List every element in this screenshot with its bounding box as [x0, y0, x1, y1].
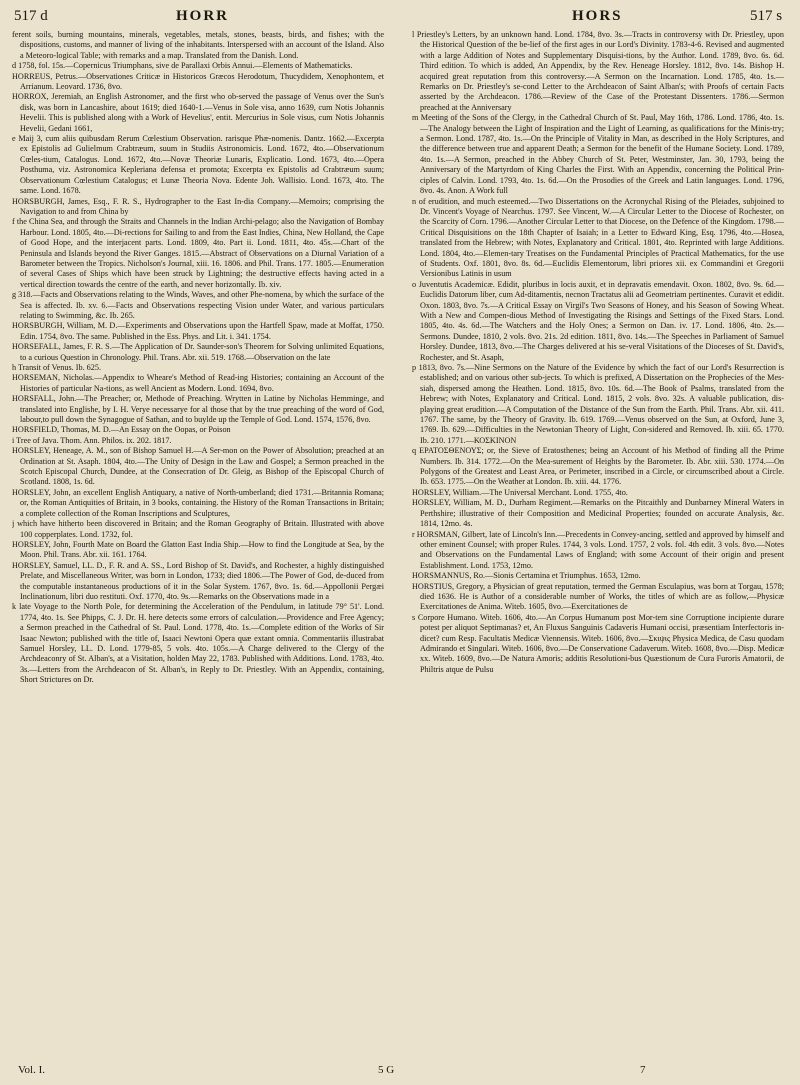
bibliography-entry: HORSFALL, John.—The Preacher; or, Methode of Preaching. Wrytten in Latine by Nicholas Hemminge, and translated into Englishe, by I. H. Verye necessarye for al those that by the true preaching of the word of God, labour,to pull down the Synagogue of Sathan, and to buylde up the Temple of God. Lond. 1574, 1576, 8vo. [12, 394, 384, 425]
bibliography-entry: HORSLEY, Heneage, A. M., son of Bishop Samuel H.—A Ser-mon on the Power of Absolution; preached at an Ordination at St. Asaph. 1804, 4to.—The Unity of Design in the Law and Gospel; a Sermon preached in the Scotch Episcopal Church, Dundee, at the Consecration of Dr. Gleig, as Bishop of the Episcopal Church of Scotland. 1808, 1s. 6d. [12, 446, 384, 487]
bibliography-entry: p 1813, 8vo. 7s.—Nine Sermons on the Nature of the Evidence by which the fact of our Lord's Resurrection is established; and on various other sub-jects. To which is prefixed, A Dissertation on the Prophecies of the Mes-siah, dispersed among the Heathen. Lond. 1815, 8vo. 10s. 6d.—The Book of Psalms, translated from the Hebrew; with Notes, Explanatory and Critical. Lond. 1815, 2 vols. 8vo. 32s. A valuable publication, dis-playing great erudition.—A Computation of the Distance of the Sun from the Earth. Phil. Trans. Abr. xii. 411. 1767. The same, by the Theory of Gravity. Ib. 619. 1769.—Venus observed on the Sun, at Oxford, June 3, 1769. Ib. 629.—Difficulties in the Newtonian Theory of Light, Con-sidered and Removed. Ib. xiii. 65. 1770. Ib. 210. 1771.—ΚΟΣΚΙΝΟΝ [412, 363, 784, 445]
bibliography-entry: d 1758, fol. 15s.—Copernicus Triumphans, sive de Parallaxi Orbis Annui.—Elements of Mathematicks. [12, 61, 353, 71]
volume-label: Vol. I. [18, 1064, 45, 1076]
bibliography-entry: j which have hitherto been discovered in Britain; and the Roman Geography of Britain. Illustrated with above 100 copperplates. Lond. 1732, fol. [12, 519, 384, 539]
bibliography-entry: f the China Sea, and through the Straits and Channels in the Indian Archi-pelago; also the Navigation of Bombay Harbour. Lond. 1805, 4to.—Di-rections for Sailing to and from the East Indies, China, New Holland, the Cape of Good Hope, and the interjacent parts. Lond. 1809, 4to. Part ii. Lond. 1811, 4to. 45s.—Chart of the Peninsula and Islands beyond the River Ganges. 1815.—Abstract of Observations on a Diurnal Variation of a Barometer between the Tropics. Nicholson's Journal, xiii. 16. 1806. and Phil. Trans. 177. 1805.—Enumeration of several Cases of Ships which have been struck by Lightning; the destructive effects having acted in a vertical direction towards the centre of the earth, and never horizontally. Ib. xiv. [12, 217, 384, 289]
bibliography-entry: HORSBURGH, William, M. D.—Experiments and Observations upon the Hartfell Spaw, made at Moffat, 1750. Edin. 1754, 8vo. The same. Published in the Ess. Phys. and Lit. i. 341. 1754. [12, 321, 384, 341]
bibliography-entry: HORSTIUS, Gregory, a Physician of great reputation, termed the German Esculapius, was born at Torgau, 1578; died 1636. He is Author of a considerable number of Works, the titles of which are as follow,—Physicæ Exercitationes de Anima. Witeb. 1605, 8vo.—Exercitationes de [412, 581, 784, 612]
header-word-right: HORS [572, 8, 623, 24]
page-number-right: 517 s [750, 8, 783, 24]
bibliography-entry: l Priestley's Letters, by an unknown hand. Lond. 1784, 8vo. 3s.—Tracts in controversy with Dr. Priestley, upon the Historical Question of the be-lief of the first ages in our Lord's Divinity. 1783-4-6. Revised and augmented with a large Addition of Notes and Supplementary Disquisi-tions, by the Author. Lond. 1789, 8vo. 6s. 6d. Third edition. To which is added, An Appendix, by the Rev. Heneage Horsley. 1812, 8vo. 14s. Bishop H. acquired great reputation from this controversy.—A Sermon on the Incarnation. Lond. 1785, 4to. 1s.—Remarks on Dr. Priestley's se-cond Letter to the Archdeacon of Saint Alban's; with Proofs of certain Facts asserted by the Archdeacon. 1786.—Review of the Case of the Protestant Dissenters. 1786.—Sermon preached at the Anniversary [412, 30, 784, 112]
bibliography-entry: HORSLEY, William, M. D., Durham Regiment.—Remarks on the Pitcaithly and Dunbarney Mineral Waters in Perthshire; illustrative of their Composition and Medicinal Properties; founded on accurate Analysis, &c. 1814, 12mo. 4s. [412, 498, 784, 529]
bibliography-entry: k late Voyage to the North Pole, for determining the Acceleration of the Pendulum, in latitude 79° 51'. Lond. 1774, 4to. 1s. See Phipps, C. J. Dr. H. here detects some errors of calculation.—Providence and Free Agency; a Sermon preached in the Cathedral of St. Paul. Lond. 1778, 4to. 1s.—Complete edition of the Works of Sir Isaac Newton; published with the title of, Isaaci Newtoni Opera quæ extant omnia. Commentariis illustrabat Samuel Horsley, LL. D. Lond. 1779-85, 5 vols. 4to. 105s.—A Charge delivered to the Clergy of the Archdeaconry of St. Alban's, at a Visitation, holden May 22, 1783. Published with Additions. Lond. 1783, 4to. 3s.—Letters from the Archdeacon of St. Alban's, in Reply to Dr. Priestley. With an Appendix, containing, Short Strictures on Dr. [12, 602, 384, 685]
bibliography-entry: n of erudition, and much esteemed.—Two Dissertations on the Acronychal Rising of the Pleiades, subjoined to Dr. Vincent's Voyage of Nearchus. 1797. See Vincent, W.—A Circular Letter to the Diocese of Rochester, on the Scarcity of Corn. 1796.—Another Circular Letter to that Diocese, on the Defence of the Kingdom. 1798.—Critical Disquisitions on the 18th Chapter of Isaiah; in a Letter to Edward King, Esq. 1796, 4to.—Hosea, translated from the Hebrew; with Notes, Explanatory and Critical. 1801, 4to. Reprinted with large Additions. Lond. 1804, 4to.—Elemen-tary Treatises on the Fundamental Principles of Practical Mathematics, for the use of Students. Oxf. 1801, 8vo. 8s. 6d.—Euclidis Elementorum, libri priores xii. ex Commandini et Gregorii Versionibus Latinis in usum [412, 196, 784, 279]
bibliography-entry: g 318.—Facts and Observations relating to the Winds, Waves, and other Phe-nomena, by which the surface of the Sea is affected. Ib. xv. 6.—Facts and Observations respecting Vision under Water, and various particulars relating to Swimming, &c. Ib. 265. [12, 290, 384, 320]
signature-mark: 5 G [378, 1064, 395, 1076]
bibliography-entry: HORSLEY, John, an excellent English Antiquary, a native of North-umberland; died 1731.—Britannia Romana; or, the Roman Antiquities of Britain, in 3 books, containing. the History of the Roman Transactions in Britain; a complete collection of the Roman Inscriptions and Sculptures, [12, 487, 384, 518]
header-word-left: HORR [176, 8, 229, 24]
bibliography-entry: ferent soils, burning mountains, minerals, vegetables, metals, stones, beasts, birds, and fishes; with the dispositions, customs, and manner of living of the inhabitants. Interspersed with an account of the Island. Also a Meteoro-logical Table; with remarks and a map. Translated from the Danish. Lond. [12, 30, 384, 60]
bibliography-entry: HORSMANNUS, Ro.—Sionis Certamina et Triumphus. 1653, 12mo. [412, 571, 641, 581]
running-header [0, 8, 800, 30]
bibliography-entry: r HORSMAN, Gilbert, late of Lincoln's Inn.—Precedents in Convey-ancing, settled and approved by himself and other eminent Counsel; with proper Rules. 1744, 3 vols. Lond. 1757, 2 vols. fol. 4th edit. 3 vols. 8vo.—Notes and Observations on the Fundamental Laws of England; with some Account of their origin and present Establishment. Lond. 1753, 12mo. [412, 529, 784, 570]
bibliography-entry: o Juventutis Academicæ. Edidit, pluribus in locis auxit, et in depravatis emendavit. Oxon. 1802, 8vo. 9s. 6d.—Euclidis Datorum liber, cum Ad-ditamentis, necnon Tractatus alii ad Geometriam pertinentes. Curavit et edidit. Oxon. 1803, 8vo. 7s.—A Critical Essay on Virgil's Two Seasons of Honey, and his Season of Sowing Wheat. With a New and Compen-dious Method of Investigating the Risings and Settings of the Fixed Stars. Lond. 1805, 4to. 4s. 6d.—The Watchers and the Holy Ones; a Sermon on Dan. iv. 17. Lond. 1806, 4to. 2s.—Sermons. Dundee, 1810, 2 vols. 8vo. 21s. 2d edition. 1811, 8vo. 14s.—The Speeches in Parliament of Samuel Horsley. Dundee, 1813, 8vo.—The Charges delivered at his se-veral Visitations of the Dioceses of St. David's, Rochester, and St. Asaph, [412, 279, 784, 362]
right-column [412, 30, 784, 1070]
bibliography-entry: i Tree of Java. Thom. Ann. Philos. ix. 202. 1817. [12, 435, 172, 445]
bibliography-entry: HORSEMAN, Nicholas.—Appendix to Wheare's Method of Read-ing Histories; containing an Account of the Histories of particular Na-tions, as well Ancient as Modern. Lond. 1694, 8vo. [12, 373, 384, 393]
page-number-left: 517 d [14, 8, 48, 24]
left-column [12, 30, 384, 1070]
bibliography-entry: e Maij 3, cum aliis quibusdam Rerum Cœlestium Observation. rarisque Phæ-nomenis. Dantz. 1662.—Excerpta ex Epistolis ad Gulielmum Crabtræum, suum in Studiis Astronomicis. Lond. 1672, 4to.—Observationum Cœles-tium, Catalogus. Lond. 1672, 4to.—Novæ Theoriæ Lunaris, Explicatio. Lond. 1673, 4to.—Opera Posthuma, viz. Astronomica Kepleriana defensa et promota; Excerpta ex Epistolis ad Crabtræum suum; Observationum Cœlestium Catalogus; et Lunæ Theoria Nova. Edente Joh. Wallisio. Lond. 1673, 4to. The same. Lond. 1678. [12, 134, 384, 196]
page-footer [0, 1064, 800, 1080]
bibliography-entry: h Transit of Venus. Ib. 625. [12, 363, 102, 372]
bibliography-entry: HORSLEY, Samuel, LL. D., F. R. and A. SS., Lord Bishop of St. David's, and Rochester, a highly distinguished Prelate, and Miscellaneous Writer, was born in London, 1733; died 1806.—The Power of God, de-duced from the computable instantaneous productions of it in the Solar System. 1767, 8vo. 1s. 6d.—Appollonii Pergæi Inclinationum, libri duo restituti. Oxf. 1770, 4to. 9s.—Remarks on the Observations made in a [12, 560, 384, 601]
bibliography-entry: HORROX, Jeremiah, an English Astronomer, and the first who ob-served the passage of Venus over the Sun's disk, was born in Lancashire, about 1619; died 1640-1.—Venus in Sole visa, anno 1639, cum Notis Johannis Hevelii. This is published along with a Work of Hevelius', entit. Mercurius in Sole visus, cum Notis Johannis Hevelii, Gedani 1661, [12, 92, 384, 133]
bibliography-entry: q ΕΡΑΤΟΣΘΕΝΟΥΣ; or, the Sieve of Eratosthenes; being an Account of his Method of finding all the Prime Numbers. Ib. 314. 1772.—On the Mea-surement of Heights by the Barometer. Ib. Abr. xiii. 530. 1774.—On Polygons of the Greatest and Least Area, or Perimeter, inscribed in a Circle, or circumscribed about a Circle. Ib. 653. 1775.—On the Weather at London. Ib. xiii. 44. 1776. [412, 446, 784, 487]
footer-number: 7 [640, 1064, 646, 1076]
bibliography-entry: HORREUS, Petrus.—Observationes Criticæ in Historicos Græcos Herodotum, Thucydidem, Xenophontem, et Arrianum. Leovard. 1736, 8vo. [12, 71, 384, 92]
bibliography-entry: HORSBURGH, James, Esq., F. R. S., Hydrographer to the East In-dia Company.—Memoirs; comprising the Navigation to and from China by [12, 196, 384, 216]
bibliography-entry: m Meeting of the Sons of the Clergy, in the Cathedral Church of St. Paul, May 16th, 1786. Lond. 1786, 4to. 1s.—The Analogy between the Light of Inspiration and the Light of Learning, as qualifications for the Minis-try; a Sermon. Lond. 1787, 4to. 1s.—On the Principle of Vitality in Man, as described in the Holy Scriptures, and the difference between true and apparent Death; a Sermon for the benefit of the Humane Society. Lond. 1789, 4to. 1s.—A Sermon, preached in the Abbey Church of St. Peter, Westminster, Jan. 30, 1793, being the Anniversary of the Martyrdom of King Charles the First. With an Appendix, concerning the Political Prin-ciples of Calvin. Lond. 1793, 4to. 1s. 6d.—On the Prosodies of the Greek and Latin languages. Lond. 1796, 8vo. 4s. Anon. A Work full [412, 113, 784, 196]
bibliography-entry: HORSFIELD, Thomas, M. D.—An Essay on the Oopas, or Poison [12, 425, 231, 435]
bibliography-entry: HORSEFALL, James, F. R. S.—The Application of Dr. Saunder-son's Theorem for Solving unlimited Equations, to a curious Question in Chronology. Phil. Trans. Abr. xii. 519. 1768.—Observation on the late [12, 342, 384, 362]
bibliography-entry: s Corpore Humano. Witeb. 1606, 4to.—An Corpus Humanum post Mor-tem sine Corruptione incipiente durare potest per aliquot Septimanas? et, An Fluxus Sanguinis Cadaveris Humani occisi, præsentiam Interfectoris in-dicet? cum Resp. Facultatis Medicæ Viennensis. Witeb. 1606, 8vo.—Σκιψις Physica Medica, de Casu quodam Admirando et Singulari. Witeb. 1606, 8vo.—De Conservatione Cadaverum. Witeb. 1608, 8vo.—Disp. Medicæ xx. Witeb. 1609, 8vo.—De Natura Amoris; additis Resolutioni-bus Quæstionum de Cura Furoris Amatorii, de Philtris atque de Pulsu [412, 612, 784, 674]
bibliography-entry: HORSLEY, William.—The Universal Merchant. Lond. 1755, 4to. [412, 487, 628, 497]
bibliography-entry: HORSLEY, John, Fourth Mate on Board the Glatton East India Ship.—How to find the Longitude at Sea, by the Moon. Phil. Trans. Abr. xii. 161. 1764. [12, 539, 384, 560]
